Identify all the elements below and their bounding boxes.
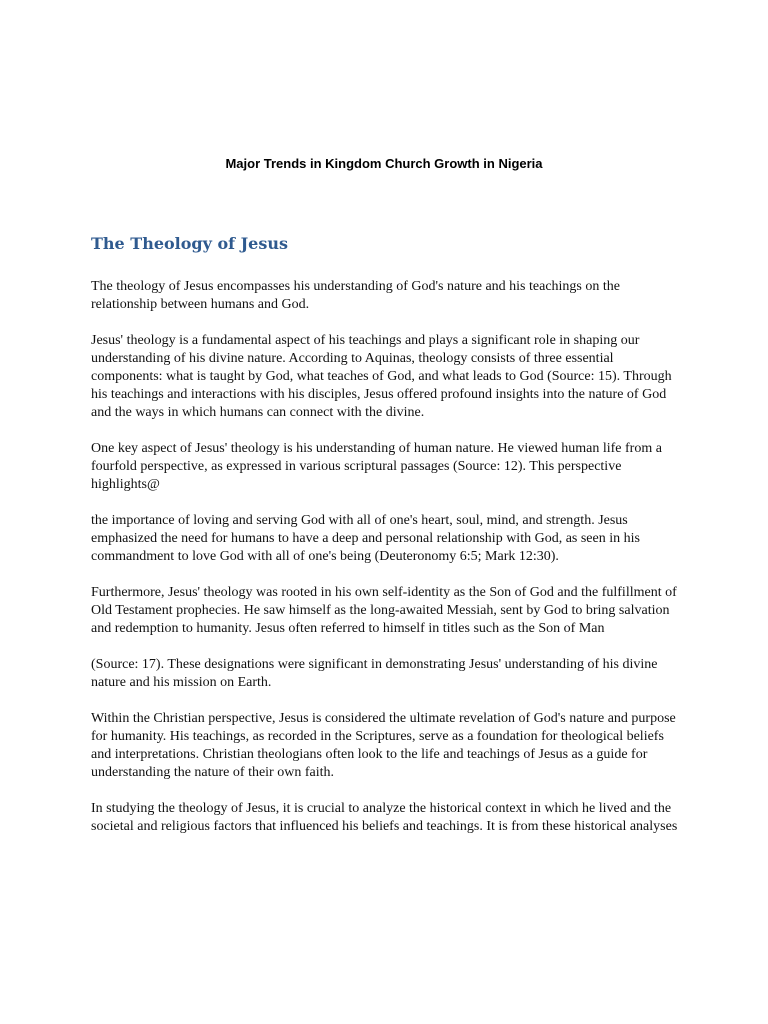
paragraph: One key aspect of Jesus' theology is his understanding of human nature. He viewed human life from a fourfold perspective, as expressed in various scriptural passages (Source: 12). This perspective highlights@	[91, 441, 662, 492]
paragraph: In studying the theology of Jesus, it is crucial to analyze the historical context in which he lived and the societal and religious factors that influenced his beliefs and teachings. It is from these historical analyses	[91, 801, 678, 834]
section-heading: The Theology of Jesus	[91, 234, 289, 253]
document-title: Major Trends in Kingdom Church Growth in Nigeria	[225, 156, 543, 171]
paragraph: (Source: 17). These designations were significant in demonstrating Jesus' understanding of his divine nature and his mission on Earth.	[91, 657, 658, 690]
paragraph: Furthermore, Jesus' theology was rooted in his own self-identity as the Son of God and the fulfillment of Old Testament prophecies. He saw himself as the long-awaited Messiah, sent by God to bring salvation and redemption to humanity. Jesus often referred to himself in titles such as the Son of Man	[91, 585, 677, 636]
paragraph: Within the Christian perspective, Jesus is considered the ultimate revelation of God's nature and purpose for humanity. His teachings, as recorded in the Scriptures, serve as a foundation for theological beliefs and interpretations. Christian theologians often look to the life and teachings of Jesus as a guide for understanding the nature of their own faith.	[91, 711, 676, 780]
document-body	[91, 278, 681, 854]
paragraph: The theology of Jesus encompasses his understanding of God's nature and his teachings on the relationship between humans and God.	[91, 279, 620, 312]
paragraph: the importance of loving and serving God with all of one's heart, soul, mind, and strength. Jesus emphasized the need for humans to have a deep and personal relationship with God, as seen in his commandment to love God with all of one's being (Deuteronomy 6:5; Mark 12:30).	[91, 513, 640, 564]
paragraph: Jesus' theology is a fundamental aspect of his teachings and plays a significant role in shaping our understanding of his divine nature. According to Aquinas, theology consists of three essential components: what is taught by God, what teaches of God, and what leads to God (Source: 15). Through his teachings and interactions with his disciples, Jesus offered profound insights into the nature of God and the ways in which humans can connect with the divine.	[91, 333, 672, 420]
